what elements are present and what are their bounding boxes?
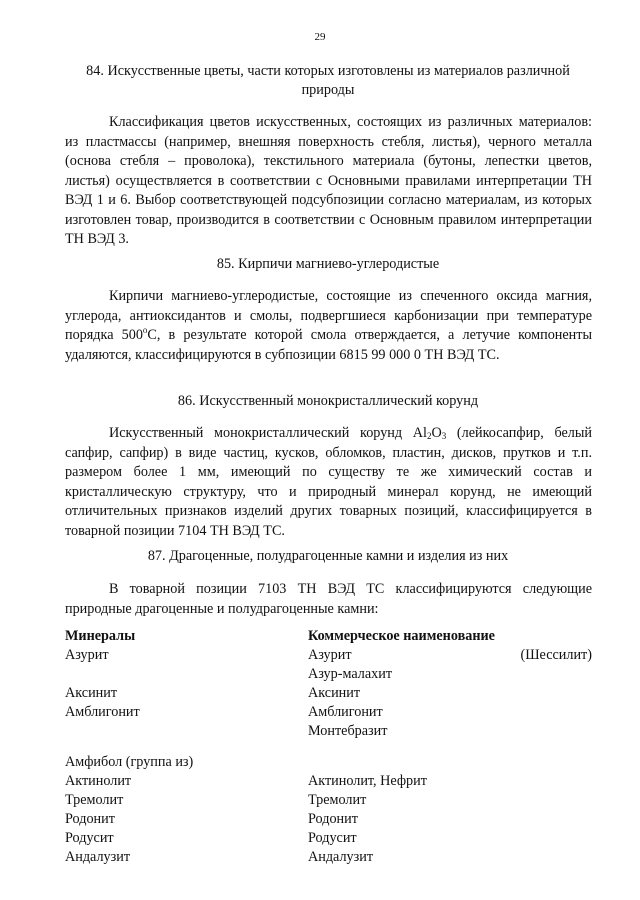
table-row <box>65 753 592 772</box>
commercial-name: Родусит <box>308 830 357 846</box>
table-row <box>65 665 592 684</box>
commercial-name: Амблигонит <box>308 704 383 720</box>
table-row <box>65 684 592 703</box>
commercial-name: Азурит <box>308 647 352 663</box>
table-row <box>65 791 592 810</box>
section-84-heading: 84. Искусственные цветы, части которых изготовлены из материалов различной природы <box>86 63 570 98</box>
commercial-name: Родонит <box>308 811 358 827</box>
section-86-text-start: Искусственный монокристаллический корунд Al <box>109 425 427 441</box>
minerals-table-header <box>65 627 592 646</box>
formula-subscript-o: 3 <box>441 431 447 441</box>
formula-subscript-al: 2 <box>426 431 432 441</box>
section-86-heading: 86. Искусственный монокристаллический корунд <box>177 393 479 409</box>
mineral-name: Амфибол (группа из) <box>65 754 194 770</box>
table-row <box>65 646 592 665</box>
mineral-name: Амблигонит <box>65 704 140 720</box>
mineral-name: Актинолит <box>65 773 132 789</box>
alternate-name: (Шессилит) <box>520 647 592 663</box>
table-row <box>65 772 592 791</box>
mineral-name: Андалузит <box>65 849 131 865</box>
section-84-paragraph: Классификация цветов искусственных, состоящих из различных материалов: из пластмассы (например, внешняя поверхность стебля, листья), черного металла (основа стебля – проволока), текстильного материала (бутоны, лепестки цветов, листья) осуществляется в соответствии с Основными правилами интерпретации ТН ВЭД 1 и 6. Выбор соответствующей подсубпозиции согласно материалам, из которых изготовлен товар, производится в соответствии с Основным правилом интерпретации ТН ВЭД 3. <box>65 114 592 247</box>
mineral-name: Аксинит <box>65 685 118 701</box>
commercial-name: Монтебразит <box>308 723 388 739</box>
commercial-name: Актинолит, Нефрит <box>308 773 427 789</box>
section-86-text-end: (лейкосапфир, белый сапфир, сапфир) в виде частиц, кусков, обломков, пластин, дисков, прутков и т.п. размером более 1 мм, имеющий по существу те же химический состав и кристаллическую структуру, что и природный минерал корунд, не имеющий отличительных признаков изделий других товарных позиций, классифицируется в товарной позиции 7104 ТН ВЭД ТС. <box>65 425 593 539</box>
table-row <box>65 810 592 829</box>
section-85-text-end: С, в результате которой смола отверждается, а летучие компоненты удаляются, классифицируются в субпозиции 6815 99 000 0 ТН ВЭД ТС. <box>65 327 592 363</box>
minerals-table <box>65 627 592 867</box>
mineral-name: Азурит <box>65 647 109 663</box>
commercial-name: Андалузит <box>308 849 374 865</box>
mineral-name: Родусит <box>65 830 114 846</box>
commercial-name: Тремолит <box>308 792 367 808</box>
table-row <box>65 722 592 741</box>
table-row <box>65 703 592 722</box>
header-commercial-name: Коммерческое наименование <box>308 628 495 644</box>
mineral-name: Тремолит <box>65 792 124 808</box>
section-87-heading: 87. Драгоценные, полудрагоценные камни и изделия из них <box>147 548 509 564</box>
degree-mark: о <box>142 325 148 335</box>
commercial-name: Азур-малахит <box>308 666 393 682</box>
header-minerals: Минералы <box>65 628 136 644</box>
section-85-text-start: Кирпичи магниево-углеродистые, состоящие из спеченного оксида магния, углерода, антиоксидантов и смолы, подвергшиеся карбонизации при температуре порядка 500 <box>65 288 592 343</box>
commercial-name: Аксинит <box>308 685 361 701</box>
section-86-paragraph <box>65 424 592 541</box>
section-87-paragraph: В товарной позиции 7103 ТН ВЭД ТС классифицируются следующие природные драгоценные и полудрагоценные камни: <box>65 581 592 617</box>
formula-oxygen: O <box>431 425 442 441</box>
page-number: 29 <box>314 31 326 43</box>
section-85-paragraph <box>65 287 592 365</box>
mineral-name: Родонит <box>65 811 115 827</box>
section-85-heading: 85. Кирпичи магниево-углеродистые <box>216 256 440 272</box>
table-row <box>65 848 592 867</box>
table-spacer <box>65 741 592 753</box>
table-row <box>65 829 592 848</box>
